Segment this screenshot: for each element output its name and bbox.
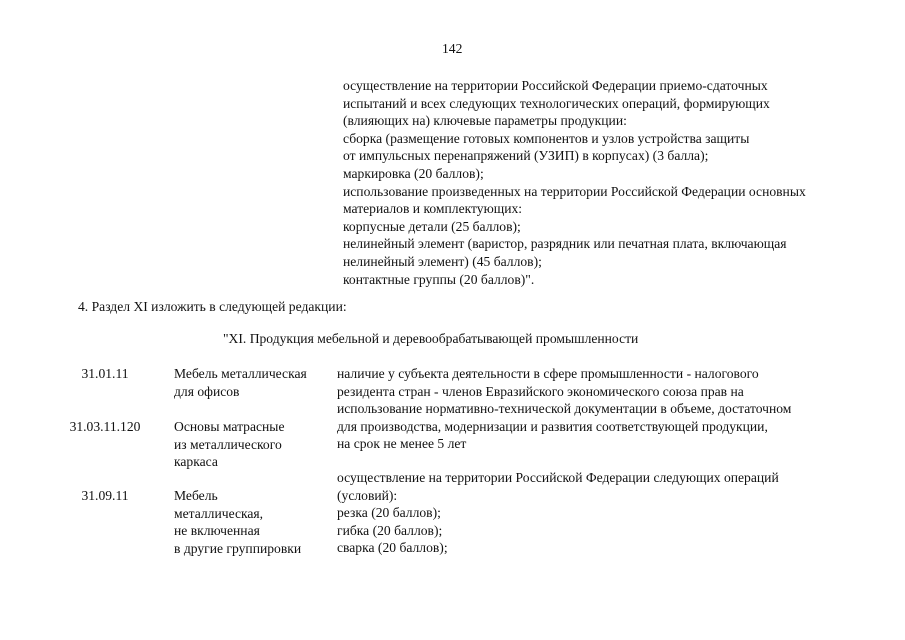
- text-line: на срок не менее 5 лет: [337, 436, 467, 452]
- text-line: корпусные детали (25 баллов);: [343, 218, 521, 234]
- text-line: наличие у субъекта деятельности в сфере промышленности - налогового: [337, 366, 759, 381]
- requirements-block: [337, 365, 791, 453]
- text-line: сборка (размещение готовых компонентов и узлов устройства защиты: [343, 130, 750, 146]
- text-line: маркировка (20 баллов);: [343, 165, 484, 181]
- text-line: нелинейный элемент) (45 баллов);: [343, 253, 542, 269]
- text-line: использование нормативно-технической документации в объеме, достаточном: [337, 401, 792, 417]
- text-line: испытаний и всех следующих технологических операций, формирующих: [343, 95, 770, 111]
- text-line: для производства, модернизации и развития соответствующей продукции,: [337, 418, 768, 434]
- text-line: Мебель: [174, 488, 218, 503]
- text-line: материалов и комплектующих:: [343, 201, 523, 217]
- text-line: использование произведенных на территории Российской Федерации основных: [343, 183, 806, 199]
- text-line: (условий):: [337, 487, 398, 503]
- text-line: металлическая,: [174, 505, 264, 521]
- requirements-block: [337, 469, 779, 557]
- product-code: 31.03.11.120: [69, 419, 141, 434]
- text-line: контактные группы (20 баллов)".: [343, 271, 535, 287]
- text-line: гибка (20 баллов);: [337, 522, 443, 538]
- text-line: для офисов: [174, 383, 240, 399]
- text-line: от импульсных перенапряжений (УЗИП) в корпусах) (3 балла);: [343, 148, 709, 164]
- text-line: сварка (20 баллов);: [337, 540, 448, 556]
- text-line: не включенная: [174, 523, 260, 539]
- text-line: каркаса: [174, 454, 218, 470]
- text-line: резка (20 баллов);: [337, 505, 441, 521]
- product-code: 31.01.11: [81, 366, 129, 381]
- text-line: Основы матрасные: [174, 419, 285, 434]
- product-code: 31.09.11: [81, 488, 129, 503]
- page-number: 142: [442, 41, 463, 56]
- text-line: резидента стран - членов Евразийского экономического союза прав на: [337, 383, 744, 399]
- intro-paragraph: [343, 77, 806, 288]
- section-instruction: 4. Раздел XI изложить в следующей редакции:: [78, 299, 347, 314]
- product-name: [174, 418, 284, 471]
- text-line: осуществление на территории Российской Федерации приемо-сдаточных: [343, 78, 768, 93]
- text-line: (влияющих на) ключевые параметры продукции:: [343, 113, 627, 129]
- product-name: [174, 487, 301, 557]
- text-line: осуществление на территории Российской Федерации следующих операций: [337, 470, 779, 485]
- section-heading: "XI. Продукция мебельной и деревообрабатывающей промышленности: [223, 331, 639, 346]
- text-line: нелинейный элемент (варистор, разрядник или печатная плата, включающая: [343, 236, 787, 252]
- text-line: из металлического: [174, 436, 282, 452]
- text-line: Мебель металлическая: [174, 366, 307, 381]
- text-line: в другие группировки: [174, 540, 302, 556]
- product-name: [174, 365, 307, 400]
